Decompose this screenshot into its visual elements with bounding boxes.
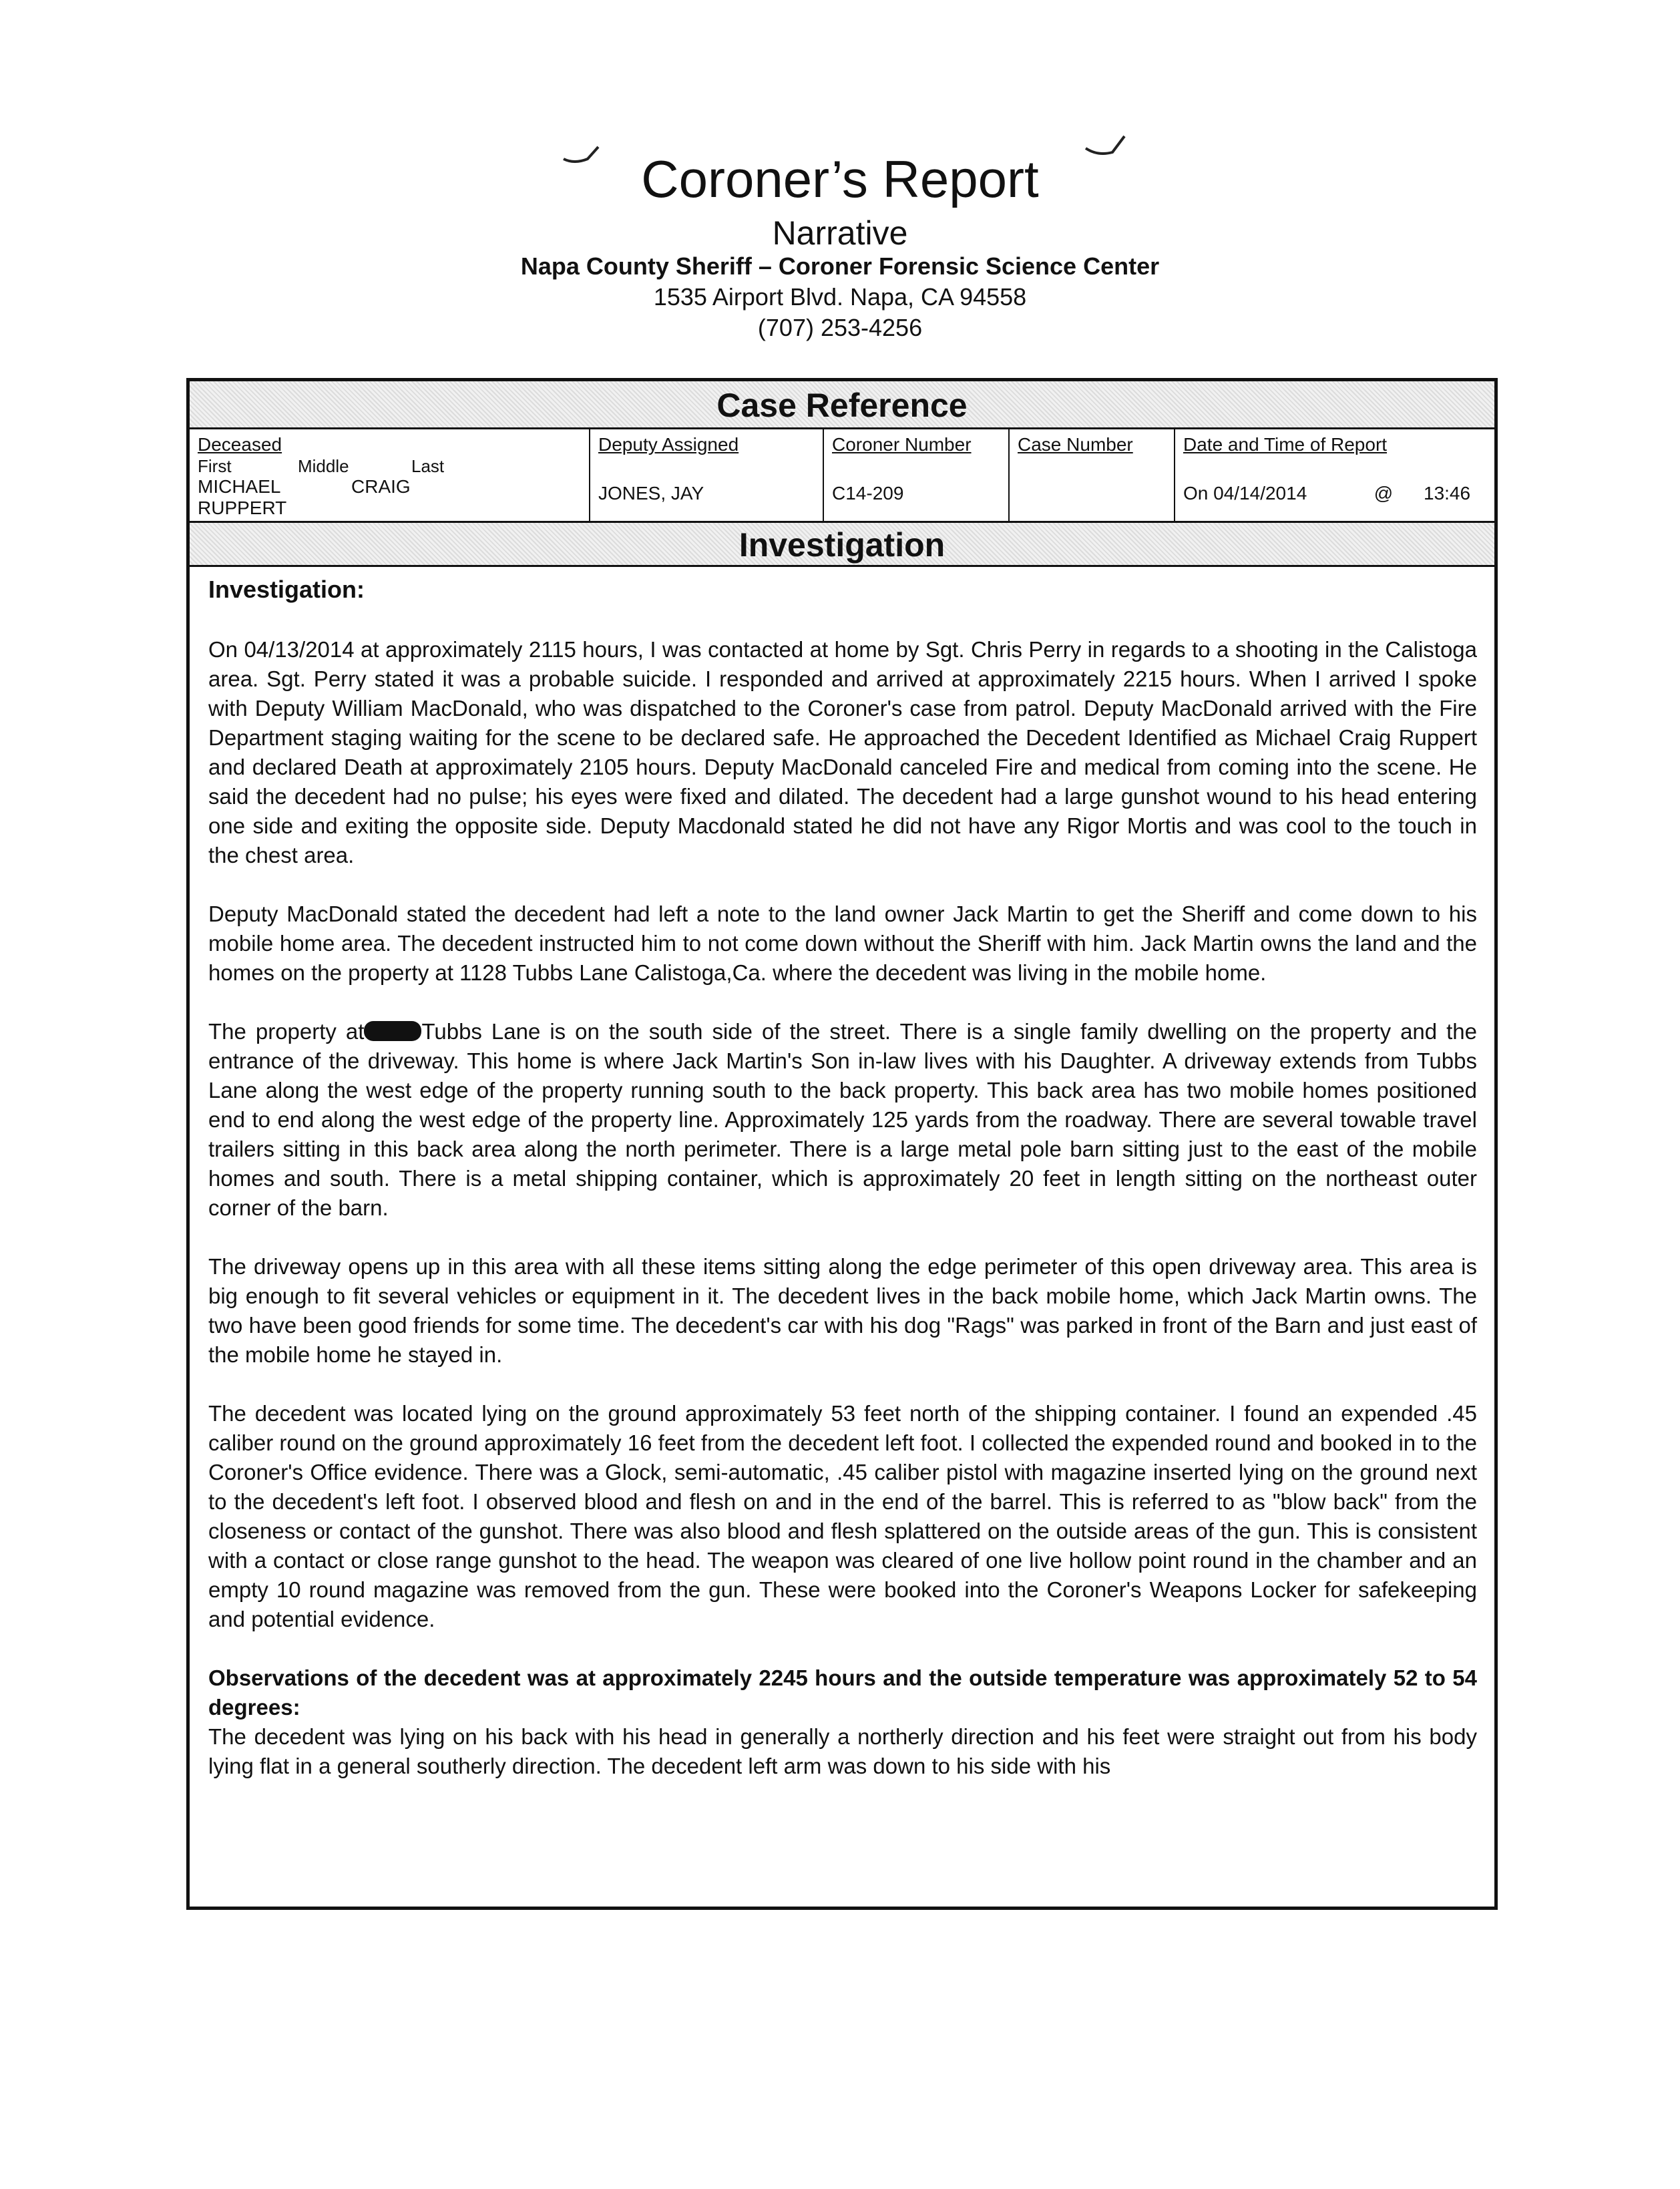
investigation-heading: Investigation bbox=[190, 523, 1494, 567]
deceased-label: Deceased bbox=[198, 434, 282, 455]
redaction-mark bbox=[364, 1021, 421, 1041]
case-reference-table bbox=[190, 429, 1494, 523]
deputy-cell bbox=[589, 429, 823, 521]
agency-name: Napa County Sheriff – Coroner Forensic Science Center bbox=[520, 252, 1160, 280]
report-time: 13:46 bbox=[1424, 483, 1471, 504]
at-symbol: @ bbox=[1374, 483, 1394, 504]
case-number-label: Case Number bbox=[1018, 434, 1133, 455]
narrative-paragraph-2: Deputy MacDonald stated the decedent had left a note to the land owner Jack Martin to get the Sheriff and come down to his mobile home area. The decedent instructed him to not come down without the Sheriff with him. Jack Martin owns the land and the homes on the property at 1128 Tubbs Lane Calistoga,Ca. where the decedent was living in the mobile home. bbox=[208, 902, 1477, 985]
deputy-value: JONES, JAY bbox=[598, 483, 704, 504]
report-date: On 04/14/2014 bbox=[1183, 483, 1307, 504]
page-subtitle: Narrative bbox=[772, 214, 908, 252]
paragraph-3-start: The property at bbox=[208, 1019, 365, 1044]
narrative-paragraph-6: The decedent was lying on his back with his head in generally a northerly direction and his feet were straight out from his body lying flat in a general southerly direction. The decedent left arm was down to his side with his bbox=[208, 1724, 1477, 1778]
narrative-paragraph-3 bbox=[208, 1017, 1477, 1223]
narrative-paragraph-5: The decedent was located lying on the ground approximately 53 feet north of the shipping container. I found an expended .45 caliber round on the ground approximately 16 feet from the decedent left foot. I collected the expended round and booked in to the Coroner's Office evidence. There was a Glock, semi-automatic, .45 caliber pistol with magazine inserted lying on the ground next to the decedent's left foot. I observed blood and flesh on and in the end of the barrel. This is referred to as "blow back" from the closeness or contact of the gunshot. There was also blood and flesh splattered on the outside areas of the gun. This is consistent with a contact or close range gunshot to the head. The weapon was cleared of one live hollow point round in the chamber and an empty 10 round magazine was removed from the gun. These were booked into the Coroner's Weapons Locker for safekeeping and potential evidence. bbox=[208, 1401, 1477, 1631]
coroner-number-label: Coroner Number bbox=[832, 434, 972, 455]
deceased-first-name: MICHAEL bbox=[198, 476, 281, 497]
investigation-narrative bbox=[208, 635, 1477, 1781]
report-datetime-value bbox=[1183, 483, 1486, 504]
report-datetime-label: Date and Time of Report bbox=[1183, 434, 1388, 455]
agency-address: 1535 Airport Blvd. Napa, CA 94558 bbox=[653, 283, 1027, 311]
deputy-label: Deputy Assigned bbox=[598, 434, 739, 455]
paragraph-3-rest: Tubbs Lane is on the south side of the street. There is a single family dwelling on the property and the entrance of the driveway. This home is where Jack Martin's Son in-law lives with his Daughter. A driveway extends from Tubbs Lane along the west edge of the property running south to the back property. This back area has two mobile homes positioned end to end along the west edge of the property line. Approximately 125 yards from the roadway. There are several towable travel trailers sitting in this back area along the north perimeter. There is a large metal pole barn sitting just to the east of the mobile homes and south. There is a metal shipping container, which is approximately 20 feet in length sitting on the northeast outer corner of the barn. bbox=[208, 1019, 1477, 1220]
coroner-number-cell bbox=[823, 429, 1008, 521]
page-title: Coroner’s Report bbox=[641, 150, 1039, 208]
case-reference-heading: Case Reference bbox=[190, 381, 1494, 429]
case-number-cell bbox=[1008, 429, 1174, 521]
middle-subheading: Middle bbox=[298, 456, 349, 476]
first-subheading: First bbox=[198, 456, 232, 476]
agency-phone: (707) 253-4256 bbox=[757, 314, 923, 341]
coroner-number-value: C14-209 bbox=[832, 483, 904, 504]
investigation-label: Investigation: bbox=[208, 576, 365, 603]
narrative-paragraph-4: The driveway opens up in this area with all these items sitting along the edge perimeter of this open driveway area. This area is big enough to fit several vehicles or equipment in it. The decedent lives in the back mobile home, which Jack Martin owns. The two have been good friends for some time. The decedent's car with his dog "Rags" was parked in front of the Barn and just east of the mobile home he stayed in. bbox=[208, 1254, 1477, 1367]
deceased-cell bbox=[190, 429, 589, 521]
deceased-last-name: RUPPERT bbox=[198, 498, 287, 518]
observations-heading: Observations of the decedent was at approximately 2245 hours and the outside temperature was approximately 52 to 54 degrees: bbox=[208, 1665, 1477, 1720]
narrative-paragraph-1: On 04/13/2014 at approximately 2115 hours, I was contacted at home by Sgt. Chris Perry in regards to a shooting in the Calistoga area. Sgt. Perry stated it was a probable suicide. I responded and arrived at approximately 2215 hours. When I arrived I spoke with Deputy William MacDonald, who was dispatched to the Coroner's case from patrol. Deputy MacDonald arrived with the Fire Department staging waiting for the scene to be declared safe. He approached the Decedent Identified as Michael Craig Ruppert and declared Death at approximately 2105 hours. Deputy MacDonald canceled Fire and medical from coming into the scene. He said the decedent had no pulse; his eyes were fixed and dilated. The decedent had a large gunshot wound to his head entering one side and exiting the opposite side. Deputy Macdonald stated he did not have any Rigor Mortis and was cool to the touch in the chest area. bbox=[208, 637, 1477, 867]
report-form bbox=[186, 378, 1498, 1910]
deceased-middle-name: CRAIG bbox=[351, 476, 411, 497]
name-subheadings bbox=[198, 456, 581, 476]
last-subheading: Last bbox=[411, 456, 445, 476]
report-datetime-cell bbox=[1174, 429, 1494, 521]
deceased-name bbox=[198, 476, 581, 498]
